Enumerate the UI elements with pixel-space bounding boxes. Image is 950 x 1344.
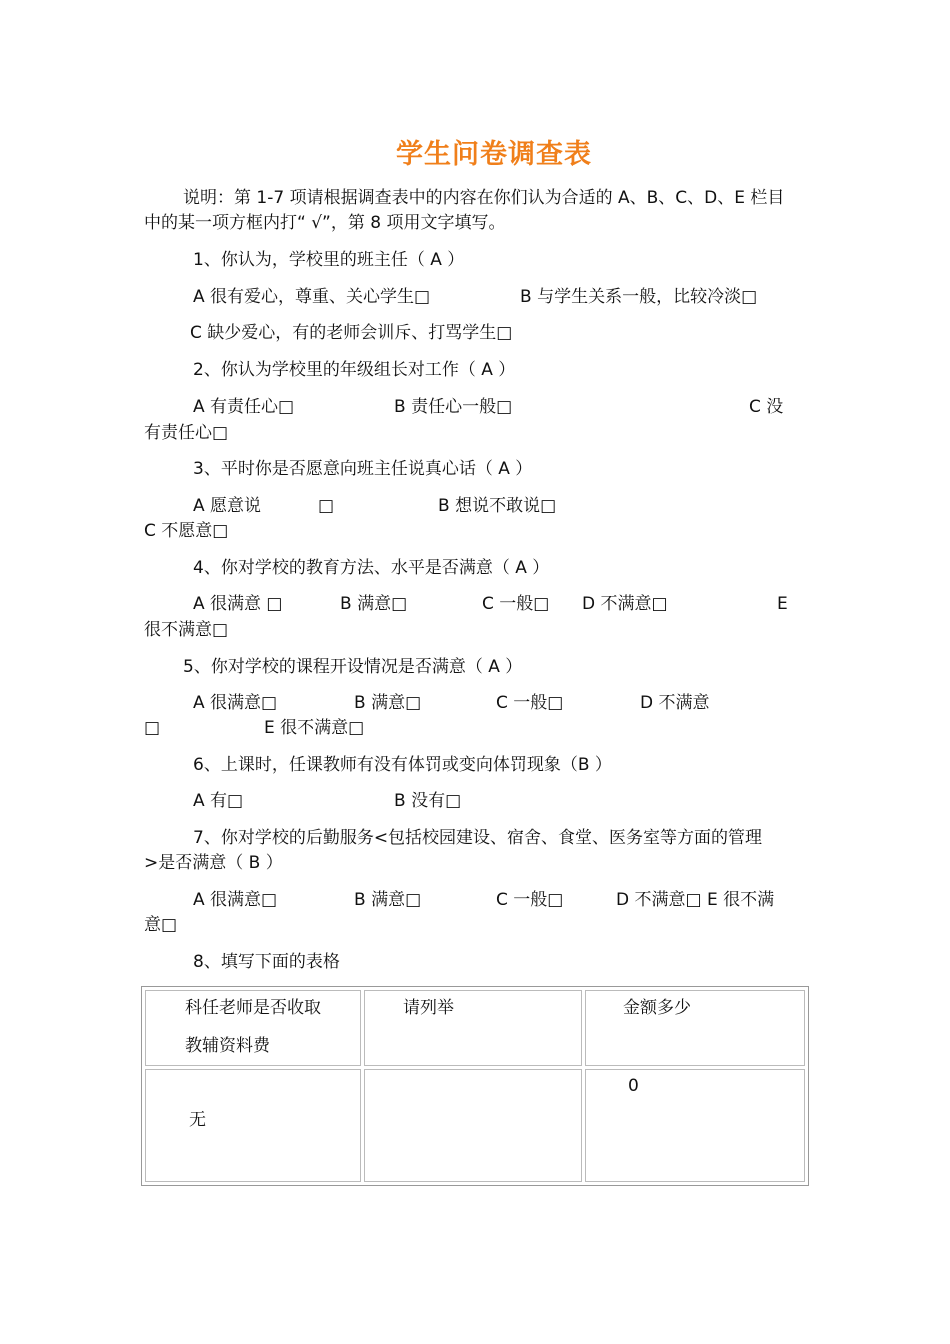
- option-5d-box: □: [144, 718, 161, 738]
- option-4a: A 很满意 □: [193, 594, 283, 614]
- option-5c: C 一般□: [496, 693, 564, 713]
- option-2c: C 没: [749, 397, 784, 417]
- table-header-row: [145, 990, 805, 1066]
- fee-table: [141, 986, 809, 1186]
- table-header-cell: [364, 990, 582, 1066]
- option-4d: D 不满意□: [582, 594, 668, 614]
- page-title: 学生问卷调查表: [396, 139, 592, 170]
- option-3c: C 不愿意□: [144, 521, 229, 541]
- question-1: 1、你认为，学校里的班主任（ A ）: [193, 250, 465, 270]
- question-7: 7、你对学校的后勤服务<包括校园建设、宿舍、食堂、医务室等方面的管理: [193, 828, 763, 848]
- option-7d-e: D 不满意□ E 很不满: [616, 890, 775, 910]
- option-4e: E: [777, 594, 788, 614]
- option-5a: A 很满意□: [193, 693, 278, 713]
- option-5e: E 很不满意□: [264, 718, 365, 738]
- header-charge-q-line1: 科任老师是否收取: [185, 998, 321, 1018]
- option-4c: C 一般□: [482, 594, 550, 614]
- option-5d: D 不满意: [640, 693, 710, 713]
- cell-charged: 无: [189, 1110, 206, 1130]
- option-1c: C 缺少爱心，有的老师会训斥、打骂学生□: [190, 323, 513, 343]
- option-7c: C 一般□: [496, 890, 564, 910]
- header-charge-q-line2: 教辅资料费: [185, 1036, 270, 1056]
- option-4b: B 满意□: [340, 594, 408, 614]
- question-5: 5、你对学校的课程开设情况是否满意（ A ）: [183, 657, 523, 677]
- question-4: 4、你对学校的教育方法、水平是否满意（ A ）: [193, 558, 550, 578]
- option-6b: B 没有□: [394, 791, 462, 811]
- table-cell: [585, 1069, 805, 1182]
- table-cell: [145, 1069, 361, 1182]
- table-header-cell: [145, 990, 361, 1066]
- option-7a: A 很满意□: [193, 890, 278, 910]
- option-7e-cont: 意□: [144, 915, 178, 935]
- question-7-cont: >是否满意（ B ）: [144, 853, 283, 873]
- option-2c-cont: 有责任心□: [144, 423, 229, 443]
- question-8: 8、填写下面的表格: [193, 952, 340, 972]
- option-6a: A 有□: [193, 791, 244, 811]
- header-list: 请列举: [403, 998, 454, 1018]
- option-4e-cont: 很不满意□: [144, 620, 229, 640]
- option-3a: A 愿意说: [193, 496, 262, 516]
- option-7b: B 满意□: [354, 890, 422, 910]
- option-3a-box: □: [318, 496, 335, 516]
- cell-amount: 0: [628, 1076, 639, 1096]
- intro-line-2: 中的某一项方框内打“ √”，第 8 项用文字填写。: [144, 213, 506, 233]
- table-row: [145, 1069, 805, 1182]
- table-header-cell: [585, 990, 805, 1066]
- option-3b: B 想说不敢说□: [438, 496, 557, 516]
- intro-line-1: 说明：第 1-7 项请根据调查表中的内容在你们认为合适的 A、B、C、D、E 栏目: [183, 188, 785, 208]
- option-2a: A 有责任心□: [193, 397, 295, 417]
- option-2b: B 责任心一般□: [394, 397, 513, 417]
- header-amount: 金额多少: [623, 998, 691, 1018]
- option-1b: B 与学生关系一般，比较冷淡□: [520, 287, 758, 307]
- option-5b: B 满意□: [354, 693, 422, 713]
- table-cell: [364, 1069, 582, 1182]
- option-1a: A 很有爱心，尊重、关心学生□: [193, 287, 431, 307]
- question-2: 2、你认为学校里的年级组长对工作（ A ）: [193, 360, 516, 380]
- question-3: 3、平时你是否愿意向班主任说真心话（ A ）: [193, 459, 533, 479]
- question-6: 6、上课时，任课教师有没有体罚或变向体罚现象（B ）: [193, 755, 612, 775]
